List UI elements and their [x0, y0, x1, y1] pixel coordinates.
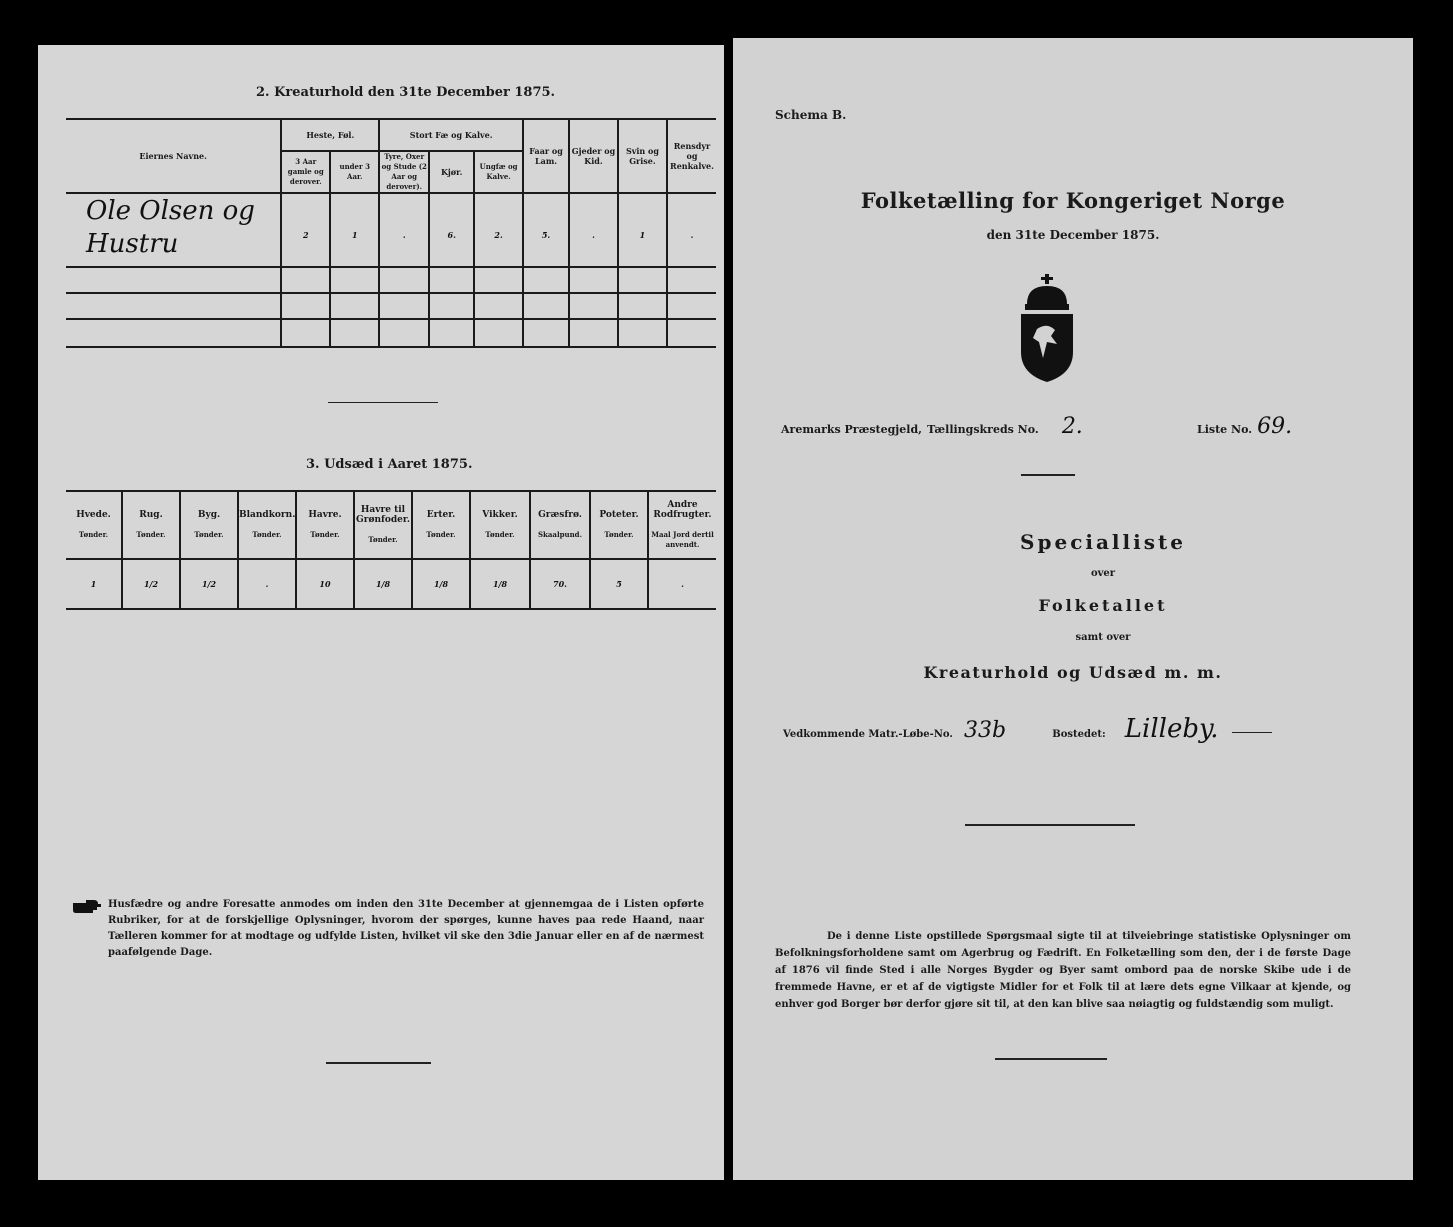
- matr-value: 33b: [964, 718, 1007, 743]
- pointing-hand-icon: [72, 898, 102, 916]
- bostedet-value: Lilleby.: [1124, 714, 1219, 744]
- census-date: den 31te December 1875.: [986, 228, 1160, 242]
- owner-name-line1: Ole Olsen og: [86, 196, 255, 226]
- footer-text: De i denne Liste opstillede Spørgsmaal sigte til at tilveiebringe statistiske Oplysninger om Befolkningsforholdene samt om Agerbrug og Fædrift. En Folketælling som den, der i de første Dage af 1876 vil finde Sted i alle Norges Bygder og Byer samt ombord paa de norske Skibe ude i de fremmede Havne, er et af de vigtigste Midler for et Folk til at lære dets egne Vilkaar at kjende, og enhver god Borger bør derfor gjøre sit til, at den kan blive saa nøiagtig og fuldstændig som muligt.: [775, 931, 1351, 1010]
- sowing-col-header: [648, 491, 716, 559]
- kreds-value: 2.: [1061, 414, 1083, 439]
- sowing-col-unit: Tønder.: [368, 535, 398, 544]
- specialliste-title: Specialliste: [1020, 530, 1186, 554]
- coat-of-arms-icon: [1017, 274, 1077, 384]
- prestegjeld: Aremarks Præstegjeld,: [781, 423, 922, 436]
- sowing-value: 1/2: [122, 559, 180, 609]
- sowing-col-unit: Tønder.: [485, 530, 515, 539]
- bostedet-label: Bostedet:: [1052, 729, 1106, 740]
- sowing-col-name: Byg.: [197, 510, 221, 520]
- col-heste-under3: under 3 Aar.: [330, 151, 379, 193]
- bottom-divider: [326, 1062, 431, 1064]
- sowing-value: 1/2: [180, 559, 238, 609]
- col-name: Eiernes Navne.: [66, 119, 281, 193]
- sowing-value: .: [648, 559, 716, 609]
- sowing-table: [66, 490, 716, 610]
- col-gjeder: Gjeder og Kid.: [569, 119, 618, 193]
- sowing-value: 1: [66, 559, 122, 609]
- sowing-col-name: Vikker.: [482, 510, 518, 520]
- liste-value: 69.: [1257, 414, 1293, 439]
- sowing-value: 1/8: [354, 559, 412, 609]
- col-storfe-group: Stort Fæ og Kalve.: [379, 119, 523, 151]
- sowing-value: 5: [590, 559, 648, 609]
- col-ungfe: Ungfæ og Kalve.: [474, 151, 523, 193]
- owner-name-line2: Hustru: [86, 229, 179, 259]
- right-page: [733, 38, 1413, 1180]
- val-ungfe: 2.: [474, 193, 523, 267]
- sowing-col-header: [180, 491, 238, 559]
- sowing-col-unit: Tønder.: [426, 530, 456, 539]
- location-line: [781, 414, 1381, 439]
- sowing-col-name: Rug.: [139, 510, 163, 520]
- left-page: [38, 45, 724, 1180]
- sowing-col-unit: Tønder.: [252, 530, 282, 539]
- val-faar: 5.: [523, 193, 569, 267]
- sowing-col-header: [296, 491, 354, 559]
- col-rensdyr: Rensdyr og Renkalve.: [667, 119, 716, 193]
- sowing-col-unit: Tønder.: [310, 530, 340, 539]
- sowing-col-header: [412, 491, 470, 559]
- section3-title: 3. Udsæd i Aaret 1875.: [306, 457, 473, 472]
- notice-text: Husfædre og andre Foresatte anmodes om inden den 31te December at gjennemgaa de i Listen opførte Rubriker, for at de forskjellige Oplysninger, hvorom der spørges, kunne haves paa rede Haand, naar Tælleren kommer for at modtage og udfylde Listen, hvilket vil ske den 3die Januar eller en af de nærmest paafølgende Dage.: [108, 899, 704, 958]
- liste-label: Liste No.: [1197, 423, 1253, 436]
- val-tyre: .: [379, 193, 429, 267]
- sowing-col-header: [238, 491, 296, 559]
- sowing-col-unit: Tønder.: [194, 530, 224, 539]
- divider: [1021, 474, 1075, 476]
- sowing-col-unit: Tønder.: [604, 530, 634, 539]
- sowing-col-header: [122, 491, 180, 559]
- sowing-value: 70.: [530, 559, 590, 609]
- sowing-col-unit: Maal Jord dertil anvendt.: [651, 530, 714, 549]
- val-heste-under3: 1: [330, 193, 379, 267]
- matr-label: Vedkommende Matr.-Løbe-No.: [783, 729, 953, 740]
- sowing-col-name: Poteter.: [599, 510, 639, 520]
- col-svin: Svin og Grise.: [618, 119, 667, 193]
- owner-name-cell: [66, 193, 281, 267]
- section2-title: 2. Kreaturhold den 31te December 1875.: [256, 85, 556, 100]
- sowing-col-header: [66, 491, 122, 559]
- matr-line: [783, 714, 1383, 744]
- kreaturhold-title: Kreaturhold og Udsæd m. m.: [923, 663, 1223, 682]
- col-faar: Faar og Lam.: [523, 119, 569, 193]
- schema-label: Schema B.: [775, 108, 847, 122]
- sowing-col-unit: Tønder.: [136, 530, 166, 539]
- sowing-col-unit: Skaalpund.: [537, 530, 583, 539]
- sowing-col-header: [530, 491, 590, 559]
- bottom-divider: [995, 1058, 1107, 1060]
- val-heste-3aar: 2: [281, 193, 330, 267]
- kreds-label: Tællingskreds No.: [927, 423, 1039, 436]
- divider: [328, 402, 438, 403]
- sowing-col-name: Andre Rodfrugter.: [653, 500, 712, 520]
- col-kjor: Kjør.: [429, 151, 474, 193]
- over-text: over: [1090, 568, 1116, 579]
- census-title: Folketælling for Kongeriget Norge: [860, 188, 1286, 213]
- sowing-col-name: Erter.: [426, 510, 456, 520]
- sowing-col-name: Havre.: [308, 510, 342, 520]
- sowing-col-unit: Tønder.: [78, 530, 109, 539]
- col-heste-group: Heste, Føl.: [281, 119, 379, 151]
- sowing-value: 1/8: [412, 559, 470, 609]
- val-svin: 1: [618, 193, 667, 267]
- sowing-col-header: [470, 491, 530, 559]
- sowing-col-header: [354, 491, 412, 559]
- samt-over-text: samt over: [1075, 632, 1131, 643]
- sowing-col-name: Havre til Grønfoder.: [356, 505, 410, 525]
- sowing-col-name: Græsfrø.: [538, 510, 582, 520]
- sowing-value: 10: [296, 559, 354, 609]
- sowing-col-name: Blandkorn.: [239, 510, 296, 520]
- sowing-value: 1/8: [470, 559, 530, 609]
- folketallet-title: Folketallet: [1038, 596, 1168, 615]
- val-rensdyr: .: [667, 193, 716, 267]
- col-tyre: Tyre, Oxer og Stude (2 Aar og derover).: [379, 151, 429, 193]
- val-gjeder: .: [569, 193, 618, 267]
- sowing-col-name: Hvede.: [76, 510, 111, 520]
- sowing-value: .: [238, 559, 296, 609]
- divider: [965, 824, 1135, 826]
- col-heste-3aar: 3 Aar gamle og derover.: [281, 151, 330, 193]
- val-kjor: 6.: [429, 193, 474, 267]
- sowing-col-header: [590, 491, 648, 559]
- livestock-table: [66, 118, 716, 348]
